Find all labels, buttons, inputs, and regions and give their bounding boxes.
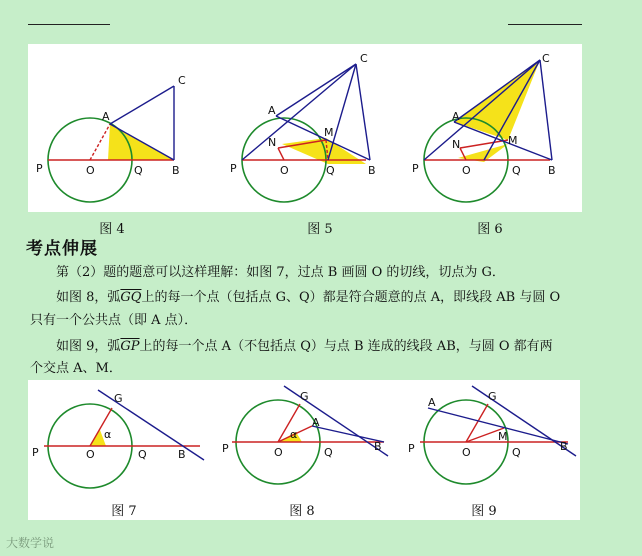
fig6-label-O: O [462, 164, 471, 177]
fig7-label-Q: Q [138, 448, 147, 461]
paragraph-2 [30, 287, 620, 309]
paragraph-3 [30, 336, 620, 358]
header-rule-left [28, 24, 110, 25]
fig8-label-G: G [300, 390, 309, 403]
figure-7 [32, 390, 204, 488]
fig7-label-G: G [114, 392, 123, 405]
paragraph-2-continued [30, 310, 620, 332]
caption-fig7: 图 7 [111, 504, 137, 519]
fig5-label-O: O [280, 164, 289, 177]
fig4-label-P: P [36, 162, 43, 175]
fig5-label-M: M [324, 126, 334, 139]
paragraph-2-prefix: 如图 8，弧 [56, 290, 121, 305]
fig9-label-O: O [462, 446, 471, 459]
caption-fig9: 图 9 [471, 504, 497, 519]
fig6-label-N: N [452, 138, 461, 151]
fig9-label-B: B [560, 440, 568, 453]
caption-fig6: 图 6 [477, 222, 503, 237]
figure-9 [408, 386, 576, 484]
figure-panel-top [28, 44, 582, 237]
paragraph-1 [30, 262, 620, 284]
fig5-label-C: C [360, 52, 368, 65]
fig4-label-Q: Q [134, 164, 143, 177]
paragraph-3-end: 个交点 A、M． [30, 361, 122, 376]
fig5-label-B: B [368, 164, 376, 177]
figures-4-5-6 [28, 44, 582, 212]
figure-6 [412, 52, 556, 202]
arc-gq: $\overline{GQ}$ [120, 290, 142, 305]
figure-8 [222, 386, 388, 484]
fig9-label-M: M [498, 430, 508, 443]
header-rule-right [508, 24, 582, 25]
fig6-label-C: C [542, 52, 550, 65]
fig7-label-alpha: α [104, 428, 112, 441]
fig8-label-B: B [374, 440, 382, 453]
fig8-label-Q: Q [324, 446, 333, 459]
fig9-label-P: P [408, 442, 415, 455]
fig9-label-Q: Q [512, 446, 521, 459]
fig6-label-Q: Q [512, 164, 521, 177]
fig6-label-B: B [548, 164, 556, 177]
figure-4 [36, 74, 186, 202]
fig8-label-O: O [274, 446, 283, 459]
caption-fig4: 图 4 [99, 222, 125, 237]
fig5-label-Q: Q [326, 164, 335, 177]
paragraph-2-body: 上的每一个点（包括点 G、Q）都是符合题意的点 A，即线段 AB 与圆 O [141, 290, 561, 305]
fig6-label-P: P [412, 162, 419, 175]
fig4-label-A: A [102, 110, 110, 123]
paragraph-3-prefix: 如图 9，弧 [56, 339, 121, 354]
caption-fig5: 图 5 [307, 222, 333, 237]
fig8-label-alpha: α [290, 428, 298, 441]
fig9-label-A: A [428, 396, 436, 409]
figure-5 [230, 52, 376, 202]
arc-gp: $\overline{GP}$ [120, 339, 140, 354]
fig4-label-O: O [86, 164, 95, 177]
paragraph-3-continued [30, 358, 620, 380]
watermark-text: 大数学说 [6, 536, 55, 550]
fig7-label-P: P [32, 446, 39, 459]
fig4-label-C: C [178, 74, 186, 87]
fig5-label-A: A [268, 104, 276, 117]
fig9-label-G: G [488, 390, 497, 403]
fig5-label-P: P [230, 162, 237, 175]
caption-fig8: 图 8 [289, 504, 315, 519]
figure-panel-bottom [28, 380, 580, 520]
figures-7-8-9 [28, 380, 580, 520]
fig4-label-B: B [172, 164, 180, 177]
paragraph-3-body: 上的每一个点 A（不包括点 Q）与点 B 连成的线段 AB，与圆 O 都有两 [139, 339, 553, 354]
fig8-label-P: P [222, 442, 229, 455]
fig6-label-A: A [452, 110, 460, 123]
paragraph-1-text: 第（2）题的题意可以这样理解：如图 7，过点 B 画圆 O 的切线，切点为 G． [56, 265, 505, 280]
fig6-label-M: M [508, 134, 518, 147]
section-heading: 考点伸展 [26, 239, 98, 259]
fig7-label-O: O [86, 448, 95, 461]
fig7-label-B: B [178, 448, 186, 461]
fig8-label-A: A [312, 416, 320, 429]
paragraph-2-end: 只有一个公共点（即 A 点）． [30, 313, 198, 328]
fig5-label-N: N [268, 136, 277, 149]
